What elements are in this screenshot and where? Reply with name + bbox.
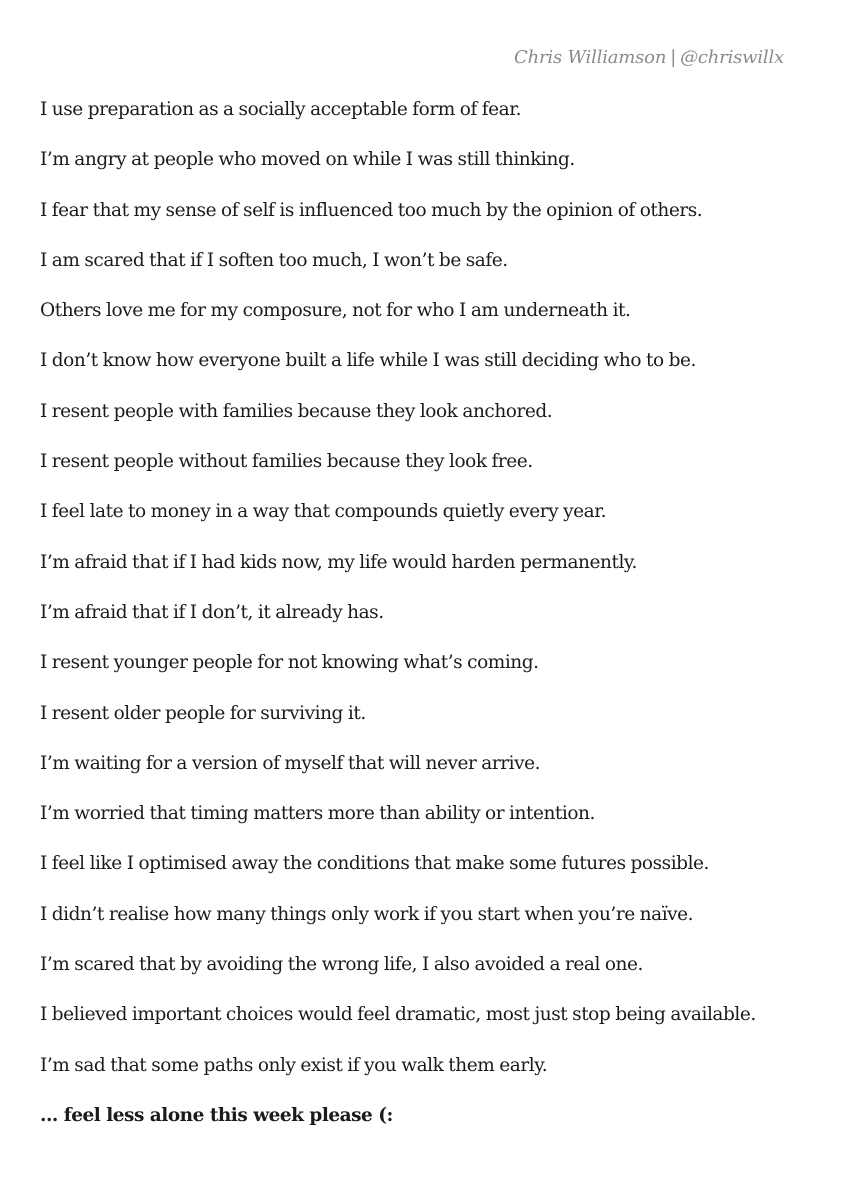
closing-line: ... feel less alone this week please (: — [40, 1104, 393, 1126]
statement-line: I’m waiting for a version of myself that will never arrive. — [40, 752, 541, 774]
statement-line: I’m worried that timing matters more than ability or intention. — [40, 803, 595, 825]
byline — [514, 47, 784, 68]
statement-line: I resent younger people for not knowing what’s coming. — [40, 652, 539, 674]
statement-line: I resent people without families because they look free. — [40, 451, 533, 473]
statement-line: I resent people with families because they look anchored. — [40, 400, 553, 422]
statement-line: I resent older people for surviving it. — [40, 702, 366, 724]
statement-line: I use preparation as a socially acceptable form of fear. — [40, 99, 522, 120]
author-name: Chris Williamson — [514, 47, 667, 68]
statement-line: I’m afraid that if I don’t, it already has. — [40, 601, 384, 623]
statement-line: I didn’t realise how many things only work if you start when you’re naïve. — [40, 903, 694, 925]
statement-line: Others love me for my composure, not for who I am underneath it. — [40, 300, 631, 322]
byline-separator: | — [670, 47, 677, 68]
author-handle: @chriswillx — [680, 47, 784, 68]
statement-line: I don’t know how everyone built a life while I was still deciding who to be. — [40, 350, 696, 372]
statement-line: I feel late to money in a way that compounds quietly every year. — [40, 501, 606, 523]
statement-line: I’m angry at people who moved on while I was still thinking. — [40, 149, 575, 171]
statement-line: I believed important choices would feel dramatic, most just stop being available. — [40, 1004, 756, 1026]
statement-line: I feel like I optimised away the conditions that make some futures possible. — [40, 853, 709, 875]
statement-line: I fear that my sense of self is influenced too much by the opinion of others. — [40, 199, 703, 221]
statement-line: I’m scared that by avoiding the wrong life, I also avoided a real one. — [40, 954, 643, 976]
statement-list — [40, 96, 808, 1130]
statement-line: I’m afraid that if I had kids now, my life would harden permanently. — [40, 551, 637, 573]
statement-line: I am scared that if I soften too much, I won’t be safe. — [40, 249, 508, 271]
statement-line: I’m sad that some paths only exist if you walk them early. — [40, 1054, 548, 1076]
